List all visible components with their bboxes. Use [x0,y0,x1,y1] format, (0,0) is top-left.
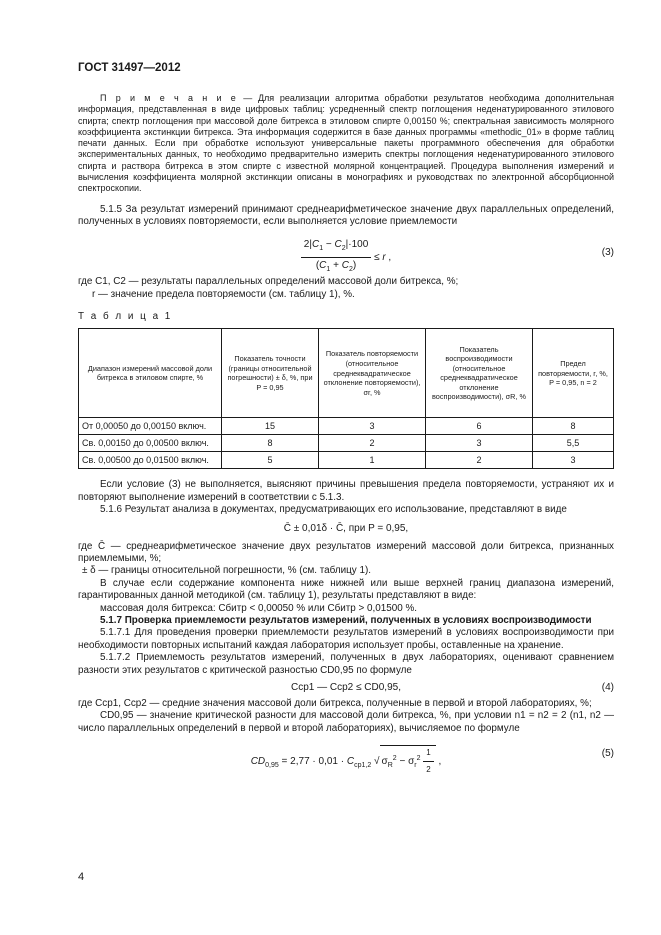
table-cell: 2 [319,435,426,452]
table-header-cell: Диапазон измерений массовой доли битрекса в этиловом спирте, % [79,329,222,418]
formula-4-number: (4) [601,681,614,693]
table-cell: Св. 0,00150 до 0,00500 включ. [79,435,222,452]
where-cbar: где C̄ — среднеарифметическое значение двух результатов измерений массовой доли битрекса, признанных приемлемыми, %; [78,540,614,564]
formula-5: $CD_{0,95} = 2,77 \cdot 0,01 \cdot C_{ср1,2}$ √ $\sigma_R^2 - \sigma_r^2$ $\frac{1}{2}$ , (5) [78,741,614,763]
section-5-1-7-1: 5.1.7.1 Для проведения проверки приемлемости результатов измерений в условиях воспроизводимости при необходимости повторных испытаний каждая лаборатория использует пробы, оставленные на хранение. [78,627,614,651]
where-ccp: где Cср1, Cср2 — средние значения массовой доли битрекса, полученные в первой и второй лабораториях, %; [78,697,592,709]
table-header-cell: Предел повторяемости, r, %, P = 0,95, n = 2 [533,329,614,418]
after-table-paragraph: Если условие (3) не выполняется, выясняют причины превышения предела повторяемости, устраняют их и повторяют выполнение измерений в соответствии с 5.1.3. [78,479,614,503]
formula-3-number: (3) [601,247,614,259]
note-label: П р и м е ч а н и е [100,93,238,103]
where-c1-c2: где C1, C2 — результаты параллельных определений массовой доли битрекса, %; [78,276,459,288]
table-cell: 8 [533,418,614,435]
table-cell: Св. 0,00500 до 0,01500 включ. [79,452,222,469]
table-header-cell: Показатель воспроизводимости (относительное среднеквадратическое отклонение воспроизводимости), σR, % [426,329,533,418]
table-caption: Т а б л и ц а 1 [78,311,173,323]
formula-5-number: (5) [601,748,614,760]
formula-4-text: Cср1 — Cср2 ≤ CD0,95, [291,681,401,693]
table-cell: От 0,00050 до 0,00150 включ. [79,418,222,435]
document-body [78,93,614,775]
result-formula: C̄ ± 0,01δ · C̄, при P = 0,95, [283,522,409,534]
section-5-1-5: 5.1.5 За результат измерений принимают среднеарифметическое значение двух параллельных определений, полученных в условиях повторяемости, если выполняется условие приемлемости [78,203,614,228]
section-5-1-6: 5.1.6 Результат анализа в документах, предусматривающих его использование, представляют в виде [100,504,567,516]
table-header-row [79,329,614,418]
table-1 [78,328,614,469]
table-header-cell: Показатель повторяемости (относительное среднеквадратическое отклонение повторяемости), σr, % [319,329,426,418]
note-paragraph [78,93,614,195]
table-cell: 2 [426,452,533,469]
table-cell: 8 [222,435,319,452]
table-cell: 6 [426,418,533,435]
table-cell: 15 [222,418,319,435]
formula-4 [78,681,614,695]
document-header: ГОСТ 31497—2012 [78,62,181,74]
formula-3: $\frac{2|C_1 - C_2|\cdot 100}{(C_1 + C_2)}$ ≤ r , (3) [78,236,614,270]
table-cell: 3 [319,418,426,435]
where-r: r — значение предела повторяемости (см. таблицу 1), %. [92,288,355,300]
out-of-range-paragraph: В случае если содержание компонента ниже нижней или выше верхней границ диапазона измерений, гарантированных данной методикой (см. таблицу 1), результаты представляют в виде: [78,577,614,602]
table-cell: 5 [222,452,319,469]
out-of-range-result: массовая доля битрекса: Cбитр < 0,00050 % или Cбитр > 0,01500 %. [100,602,418,614]
where-delta: ± δ — границы относительной погрешности, % (см. таблицу 1). [82,565,371,577]
table-row [79,452,614,469]
where-cd: CD0,95 — значение критической разности для массовой доли битрекса, %, при условии n1 = n2 = 2 (n1, n2 — число параллельных определений в первой и второй лабораториях), вычисляемое по формуле [78,710,614,734]
table-cell: 3 [533,452,614,469]
section-5-1-7-heading: 5.1.7 Проверка приемлемости результатов измерений, полученных в условиях воспроизводимости [100,614,592,626]
table-cell: 3 [426,435,533,452]
table-row [79,435,614,452]
table-header-cell: Показатель точности (границы относительной погрешности) ± δ, %, при P = 0,95 [222,329,319,418]
note-text: — Для реализации алгоритма обработки результатов необходима дополнительная информация, представленная в виде цифровых таблиц: усредненный спектр поглощения неденатурированного этилового спирта; спектр поглощения при массовой доле битрекса в этиловом спирте 0,00150 %; спектральная зависимость молярного коэффициента экстинкции битрекса. Эта информация содержится в базе данных программы «methodic_01» в форме таблиц печати данных. Если при обработке используют универсальные пакеты программного обеспечения для обработки экспериментальных данных, то необходимо предварительно измерить спектры поглощения неденатурированного этилового спирта и раствора битрекса в этом спирте с известной молярной концентрацией. Процедура выполнения измерений и вычисления коэффициента молярной экстинкции описаны в монографиях и руководствах по электронной абсорбционной спектроскопии. [78,93,614,194]
table-row [79,418,614,435]
table-cell: 1 [319,452,426,469]
section-5-1-7-2: 5.1.7.2 Приемлемость результатов измерений, полученных в двух лабораториях, оценивают сравнением разности этих результатов с критической разностью CD0,95 по формуле [78,652,614,676]
page-number: 4 [78,871,85,883]
table-cell: 5,5 [533,435,614,452]
